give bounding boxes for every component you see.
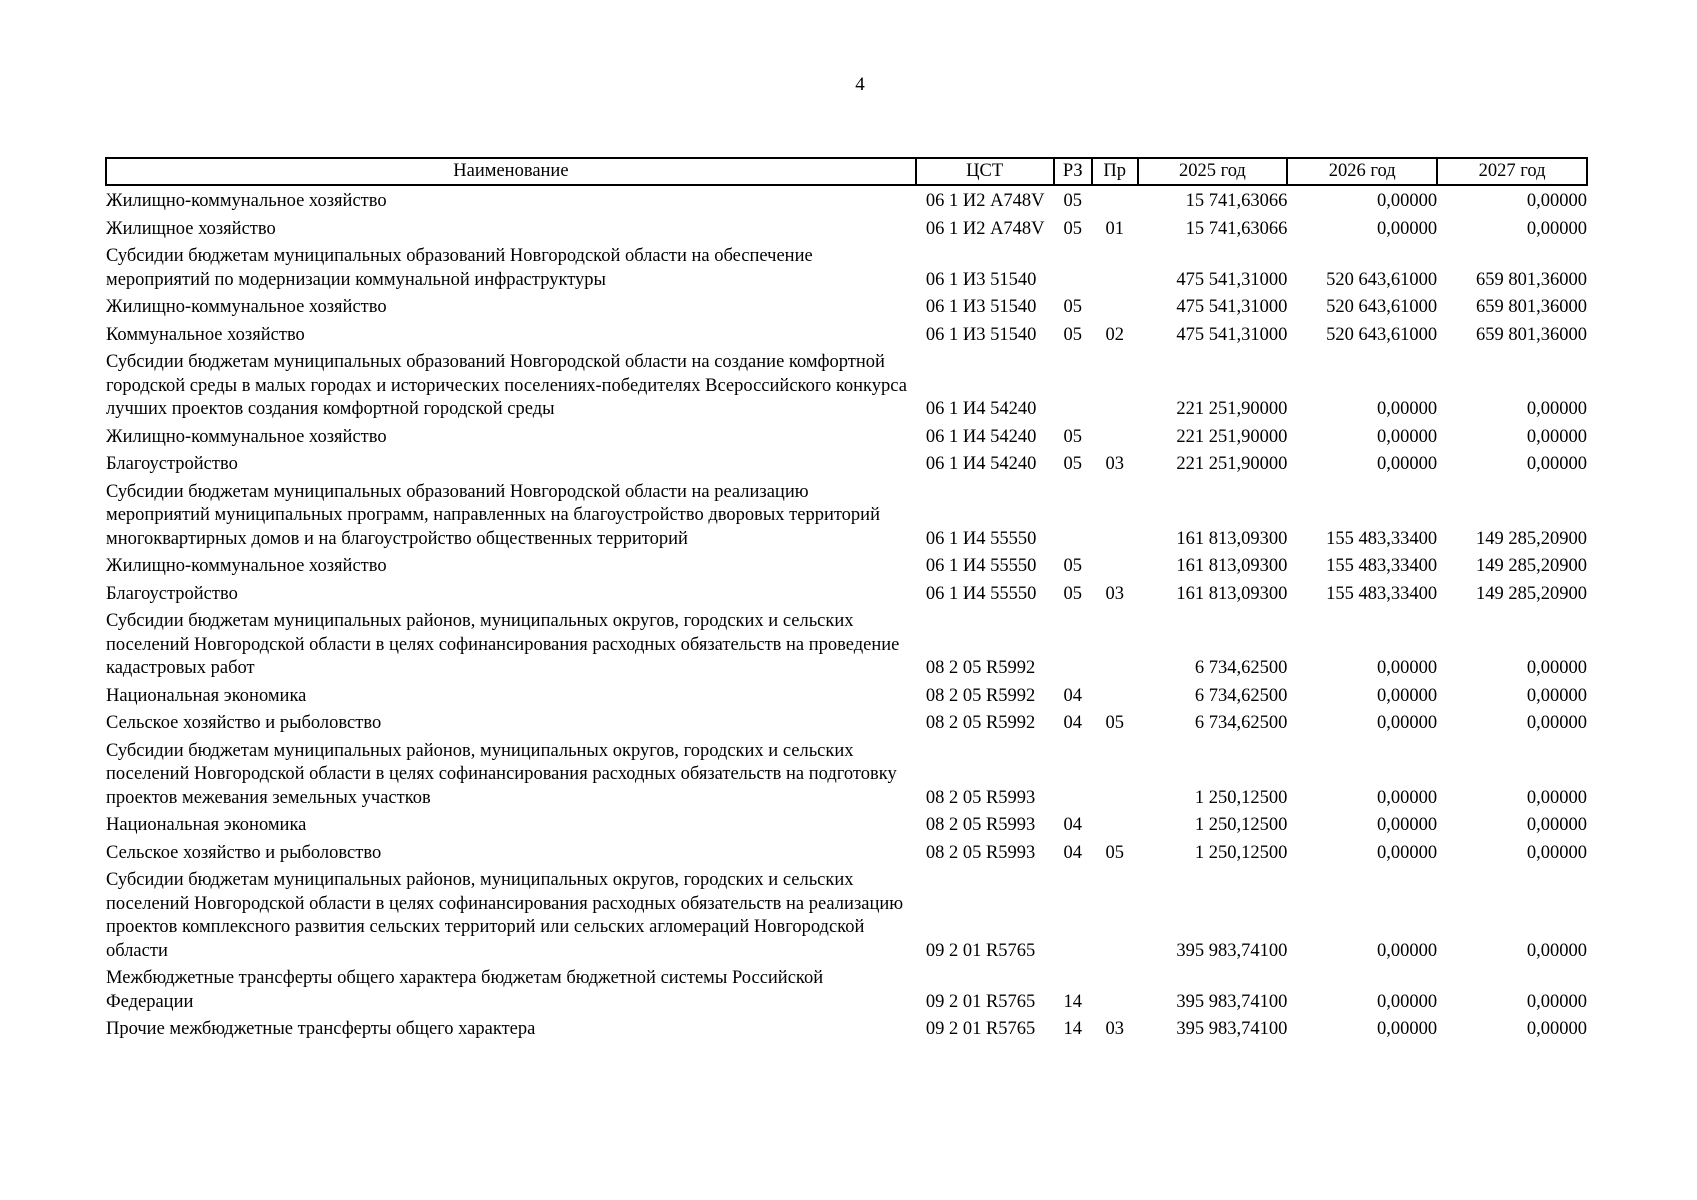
cell-rz [1054,867,1092,965]
cell-name: Межбюджетные трансферты общего характера бюджетам бюджетной системы Российской Федерации [106,968,824,1012]
cell-2026: 0,00000 [1377,842,1438,863]
page-number: 4 [855,74,865,95]
cell-2026: 0,00000 [1377,426,1438,447]
cell-2027: 659 801,36000 [1476,269,1587,290]
cell-rz: 05 [1063,218,1082,239]
cell-cst: 06 1 И4 54240 [925,454,1037,474]
cell-2027: 659 801,36000 [1476,297,1587,317]
cell-2027: 0,00000 [1526,940,1587,961]
table-row [106,683,1587,711]
header-rz: РЗ [1054,158,1092,185]
cell-2025: 161 813,09300 [1176,556,1288,576]
cell-2026: 0,00000 [1377,685,1438,706]
table-row [106,738,1587,813]
cell-cst: 09 2 01 R5765 [925,940,1036,961]
cell-2026: 0,00000 [1377,191,1438,211]
cell-2026: 0,00000 [1377,454,1438,474]
cell-2025: 1 250,12500 [1194,842,1288,863]
cell-pr [1092,867,1138,965]
table-row [106,840,1587,868]
cell-name: Субсидии бюджетам муниципальных районов, муниципальных округов, городских и сельских поселений Новгородской области в целях софинансирования расходных обязательств на подготовку проектов межевания земельных участков [106,740,897,808]
table-row [106,451,1587,479]
table-row [106,553,1587,581]
cell-2025: 1 250,12500 [1194,815,1288,835]
cell-2025: 6 734,62500 [1194,713,1288,733]
cell-rz [1054,243,1092,294]
header-2025: 2025 год [1138,158,1288,185]
table-row [106,185,1587,216]
cell-cst: 08 2 05 R5993 [925,815,1036,835]
cell-rz: 04 [1063,713,1082,733]
cell-2026: 0,00000 [1377,218,1438,239]
cell-2025: 395 983,74100 [1176,991,1288,1012]
cell-pr [1092,424,1138,452]
cell-2026: 0,00000 [1377,815,1438,835]
cell-rz: 04 [1063,685,1082,706]
cell-cst: 08 2 05 R5992 [925,713,1036,733]
cell-pr [1092,294,1138,322]
cell-cst: 06 1 И2 А748V [925,218,1045,239]
cell-rz: 05 [1063,583,1082,604]
cell-name: Субсидии бюджетам муниципальных районов, муниципальных округов, городских и сельских поселений Новгородской области в целях софинансирования расходных обязательств на проведение кадастровых работ [106,611,900,678]
cell-pr [1092,965,1138,1016]
cell-rz: 14 [1063,991,1082,1012]
cell-2027: 149 285,20900 [1476,556,1587,576]
cell-pr [1092,683,1138,711]
cell-name: Субсидии бюджетам муниципальных районов, муниципальных округов, городских и сельских поселений Новгородской области в целях софинансирования расходных обязательств на реализацию проектов комплексного развития сельских территорий или сельских агломераций Новгородской области [106,870,904,961]
table-row [106,349,1587,424]
cell-2027: 0,00000 [1526,399,1587,419]
cell-name: Национальная экономика [106,685,307,706]
table-row [106,243,1587,294]
table-row [106,1016,1587,1044]
table-header [106,158,1587,185]
cell-2027: 0,00000 [1526,218,1587,239]
cell-2025: 15 741,63066 [1185,218,1288,239]
cell-2027: 0,00000 [1526,658,1587,678]
cell-pr [1092,349,1138,424]
cell-rz: 04 [1063,815,1082,835]
header-name: Наименование [106,158,916,185]
cell-2026: 155 483,33400 [1326,583,1438,604]
cell-2027: 0,00000 [1526,426,1587,447]
cell-2025: 475 541,31000 [1176,324,1288,345]
table-row [106,867,1587,965]
cell-pr [1092,479,1138,554]
cell-2025: 395 983,74100 [1176,940,1288,961]
cell-2025: 395 983,74100 [1176,1019,1288,1039]
cell-cst: 09 2 01 R5765 [925,991,1036,1012]
table-row [106,322,1587,350]
cell-2025: 15 741,63066 [1185,191,1288,211]
cell-cst: 06 1 И3 51540 [925,269,1037,290]
cell-2026: 0,00000 [1377,1019,1438,1039]
cell-cst: 08 2 05 R5992 [925,658,1036,678]
cell-2027: 0,00000 [1526,685,1587,706]
cell-2025: 221 251,90000 [1176,426,1288,447]
cell-cst: 06 1 И3 51540 [925,324,1037,345]
cell-2027: 0,00000 [1526,191,1587,211]
table-row [106,608,1587,683]
cell-cst: 06 1 И3 51540 [925,297,1037,317]
header-2026: 2026 год [1287,158,1437,185]
table-row [106,424,1587,452]
cell-cst: 06 1 И4 55550 [925,528,1037,549]
cell-2025: 161 813,09300 [1176,528,1288,549]
cell-2025: 475 541,31000 [1176,297,1288,317]
cell-name: Сельское хозяйство и рыболовство [106,713,382,733]
cell-cst: 06 1 И4 55550 [925,583,1037,604]
table-row [106,581,1587,609]
cell-rz: 05 [1063,191,1082,211]
cell-cst: 06 1 И2 А748V [925,191,1045,211]
cell-name: Жилищно-коммунальное хозяйство [106,297,387,317]
cell-name: Жилищное хозяйство [106,218,276,239]
cell-rz: 05 [1063,454,1082,474]
cell-2026: 0,00000 [1377,713,1438,733]
cell-cst: 09 2 01 R5765 [925,1019,1036,1039]
cell-rz: 05 [1063,297,1082,317]
cell-rz: 05 [1063,556,1082,576]
cell-name: Национальная экономика [106,815,307,835]
cell-2026: 0,00000 [1377,658,1438,678]
cell-pr [1092,243,1138,294]
cell-2026: 520 643,61000 [1326,269,1438,290]
table-row [106,965,1587,1016]
cell-pr: 03 [1105,1019,1124,1039]
table-row [106,479,1587,554]
cell-name: Жилищно-коммунальное хозяйство [106,426,387,447]
cell-2027: 0,00000 [1526,1019,1587,1039]
header-cst: ЦСТ [916,158,1054,185]
cell-rz: 05 [1063,426,1082,447]
cell-name: Сельское хозяйство и рыболовство [106,842,382,863]
cell-name: Жилищно-коммунальное хозяйство [106,556,387,576]
cell-pr [1092,812,1138,840]
cell-rz [1054,479,1092,554]
cell-2027: 0,00000 [1526,787,1587,808]
cell-2025: 475 541,31000 [1176,269,1288,290]
table-row [106,294,1587,322]
cell-2025: 221 251,90000 [1176,454,1288,474]
cell-name: Коммунальное хозяйство [106,324,305,345]
cell-2027: 0,00000 [1526,991,1587,1012]
header-2027: 2027 год [1437,158,1587,185]
cell-name: Благоустройство [106,583,238,604]
header-pr: Пр [1092,158,1138,185]
cell-2026: 0,00000 [1377,399,1438,419]
cell-2027: 659 801,36000 [1476,324,1587,345]
cell-2026: 0,00000 [1377,787,1438,808]
cell-cst: 08 2 05 R5993 [925,787,1036,808]
cell-pr: 01 [1105,218,1124,239]
cell-2026: 155 483,33400 [1326,556,1438,576]
cell-2025: 1 250,12500 [1194,787,1288,808]
cell-cst: 08 2 05 R5993 [925,842,1036,863]
cell-name: Прочие межбюджетные трансферты общего характера [106,1019,536,1039]
cell-name: Жилищно-коммунальное хозяйство [106,191,387,211]
cell-2025: 221 251,90000 [1176,399,1288,419]
cell-2027: 0,00000 [1526,815,1587,835]
cell-name: Субсидии бюджетам муниципальных образований Новгородской области на реализацию мероприятий муниципальных программ, направленных на благоустройство дворовых территорий многоквартирных домов и на благоустройство общественных территорий [106,481,880,549]
cell-rz: 04 [1063,842,1082,863]
cell-cst: 06 1 И4 54240 [925,426,1037,447]
cell-pr [1092,185,1138,216]
cell-2026: 0,00000 [1377,991,1438,1012]
cell-rz [1054,738,1092,813]
cell-2026: 155 483,33400 [1326,528,1438,549]
cell-cst: 06 1 И4 55550 [925,556,1037,576]
table-body [106,185,1587,1044]
cell-rz: 14 [1063,1019,1082,1039]
cell-rz [1054,349,1092,424]
cell-2025: 6 734,62500 [1194,685,1288,706]
cell-2027: 149 285,20900 [1476,528,1587,549]
cell-pr: 05 [1105,713,1124,733]
cell-pr: 02 [1105,324,1124,345]
cell-pr [1092,553,1138,581]
cell-2027: 0,00000 [1526,842,1587,863]
table-row [106,216,1587,244]
table-row [106,710,1587,738]
cell-cst: 06 1 И4 54240 [925,399,1037,419]
cell-rz: 05 [1063,324,1082,345]
cell-pr: 05 [1105,842,1124,863]
budget-table [105,157,1588,1044]
cell-2025: 161 813,09300 [1176,583,1288,604]
cell-pr [1092,608,1138,683]
cell-name: Субсидии бюджетам муниципальных образований Новгородской области на обеспечение мероприятий по модернизации коммунальной инфраструктуры [106,246,813,290]
cell-cst: 08 2 05 R5992 [925,685,1036,706]
cell-2027: 0,00000 [1526,454,1587,474]
cell-pr: 03 [1105,583,1124,604]
cell-pr [1092,738,1138,813]
cell-2025: 6 734,62500 [1194,658,1288,678]
cell-2027: 149 285,20900 [1476,583,1587,604]
cell-2026: 0,00000 [1377,940,1438,961]
cell-2027: 0,00000 [1526,713,1587,733]
table-row [106,812,1587,840]
cell-name: Благоустройство [106,454,238,474]
cell-2026: 520 643,61000 [1326,297,1438,317]
cell-pr: 03 [1105,454,1124,474]
cell-name: Субсидии бюджетам муниципальных образований Новгородской области на создание комфортной городской среды в малых городах и исторических поселениях-победителях Всероссийского конкурса лучших проектов создания комфортной городской среды [106,352,907,419]
cell-2026: 520 643,61000 [1326,324,1438,345]
cell-rz [1054,608,1092,683]
